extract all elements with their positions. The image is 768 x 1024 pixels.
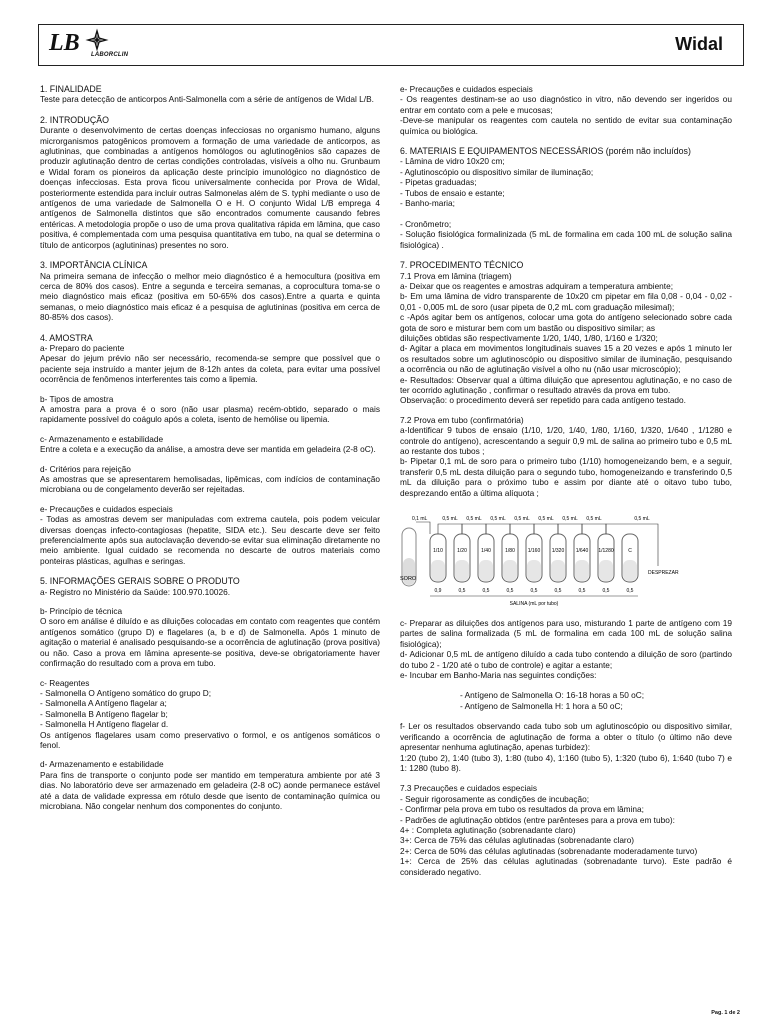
first-volume-label: 0,1 mL <box>412 516 428 523</box>
logo-mark-icon <box>47 28 127 54</box>
right-column <box>400 84 732 887</box>
subsection-text: - Seguir rigorosamente as condições de incubação; - Confirmar pela prova em tubo os resultados da prova em lâmina; - Padrões de aglutinação obtidos (entre parênteses para a prova em tubo): 4+ : Completa aglutinação (sobrenadante claro) 3+: Cerca de 75% das células aglutinadas (sobrenadante claro) 2+: Cerca de 50% das células aglutinadas (sobrenadante moderadamente turvo) 1+: Cerca de 25% das células aglutinadas (sobrenadante turvo). Este padrão é considerado negativo. <box>400 793 732 877</box>
transfer-arrow <box>534 524 558 534</box>
tube-fill <box>623 560 637 581</box>
transfer-arrow <box>416 522 430 534</box>
tube-dilution-label: 1/80 <box>505 548 515 555</box>
subsection-text: - Salmonella O Antígeno somático do grupo D; - Salmonella A Antígeno flagelar a; - Salmonella B Antígeno flagelar b; - Salmonella H Antígeno flagelar d. Os antígenos flagelares usam como preservativo o formol, e os antígenos somáticos o fenol. <box>40 687 380 750</box>
tube-fill <box>479 560 493 581</box>
subsection-title: 7.2 Prova em tubo (confirmatória) <box>400 414 524 425</box>
transfer-volume-label: 0,5 mL <box>586 516 602 523</box>
tube-fill <box>527 560 541 581</box>
subsection-text: - Os reagentes destinam-se ao uso diagnóstico in vitro, não devendo ser ingeridos ou entrar em contato com a pele e mucosas; -Deve-se manipular os reagentes com cautela no sentido de evitar sua contaminação química ou biológica. <box>400 94 732 136</box>
tube-dilution-label: 1/40 <box>481 548 491 555</box>
section <box>40 115 380 250</box>
subsection-text: A amostra para a prova é o soro (não usar plasma) recém-obtido, separado o mais rapidamente possível do coágulo após a coleta, isento de hemólise ou lipemia. <box>40 403 380 425</box>
subsection-title: a- Registro no Ministério da Saúde: 100.970.10026. <box>40 586 231 597</box>
saline-volume-label: 0,5 <box>602 588 610 595</box>
section <box>400 84 732 136</box>
transfer-arrow <box>510 524 534 534</box>
subsection <box>40 464 380 495</box>
serum-label: SORO <box>400 576 417 583</box>
transfer-volume-label: 0,5 mL <box>514 516 530 523</box>
section-heading: 1. FINALIDADE <box>40 84 102 94</box>
document-header <box>38 24 744 66</box>
subsection-title: d- Armazenamento e estabilidade <box>40 759 164 770</box>
subsection-text: a- Deixar que os reagentes e amostras adquiram a temperatura ambiente; b- Em uma lâmina de vidro transparente de 10x20 cm pipetar em fila 0,08 - 0,04 - 0,02 - 0,01 - 0,005 mL de soro (usar pipeta de 0,2 mL com graduação milesimal); c -Após agitar bem os antígenos, colocar uma gota do antígeno selecionado sobre cada gota de soro e misturar bem com um bastão ou dispositivo similar; as diluições obtidas são respectivamente 1/20, 1/40, 1/80, 1/160 e 1/320; d- Agitar a placa em movimentos longitudinais suaves 15 a 20 vezes e após 1 minuto ler os resultados sobre um aglutinoscópio ou dispositivo similar de iluminação, pesquisando a ocorrência ou não de aglutinação visível a olho nu (não usar microscópio); e- Resultados: Observar qual a última diluição que apresentou aglutinação, e no caso de ter ocorrido aglutinação , confirmar o resultado através da prova em tubo. Observação: o procedimento deverá ser repetido para cada antígeno testado. <box>400 280 732 406</box>
subsection <box>40 678 380 751</box>
section-heading: 3. IMPORTÂNCIA CLÍNICA <box>40 260 148 271</box>
tube-fill <box>503 560 517 581</box>
section-paragraph: Na primeira semana de infecção o melhor meio diagnóstico é a hemocultura (positiva em cerca de 80% dos casos). Entre a segunda e terceira semanas, a coprocultura toma-se o meio diagnóstico mais eficaz (positiva em 50-65% dos casos).Entre a quarta e quinta semanas, o meio diagnóstico mais eficaz é a pesquisa de aglutininas (positiva em cerca de 80-85% dos casos). <box>40 270 380 323</box>
transfer-volume-label: 0,5 mL <box>562 516 578 523</box>
discard-label: DESPREZAR <box>648 570 679 577</box>
tube-dilution-label: 1/160 <box>527 548 541 555</box>
saline-label: SALINA (mL por tubo) <box>509 601 559 608</box>
subsection <box>40 343 380 385</box>
subsection-text: Apesar do jejum prévio não ser necessário, recomenda-se sempre que possível que o paciente seja instruído a manter jejum de 8-12h antes da coleta, para evitar uma possível ocorrência de fenômenos interferentes tais como a lipemia. <box>40 353 380 385</box>
section <box>40 84 380 105</box>
page-number: Pag. 1 de 2 <box>711 1010 740 1016</box>
section <box>400 783 732 877</box>
section-paragraph: f- Ler os resultados observando cada tubo sob um aglutinoscópio ou dispositivo similar, verificando a ocorrência de aglutinação de forma a obter o título (o último não deve apresentar nenhuma aglutinação, apenas turbidez): 1:20 (tubo 2), 1:40 (tubo 3), 1:80 (tubo 4), 1:160 (tubo 5), 1:320 (tubo 6), 1:640 (tubo 7) e 1: 1280 (tubo 8). <box>400 721 732 773</box>
transfer-volume-label: 0,5 mL <box>538 516 554 523</box>
transfer-arrow <box>438 524 462 534</box>
section <box>40 333 380 567</box>
section <box>400 721 732 773</box>
section <box>40 260 380 322</box>
transfer-volume-label: 0,5 mL <box>466 516 482 523</box>
transfer-volume-label: 0,5 mL <box>634 516 650 523</box>
subsection <box>40 759 380 811</box>
section-heading: 6. MATERIAIS E EQUIPAMENTOS NECESSÁRIOS (porém não incluídos) <box>400 146 691 157</box>
section-heading: 4. AMOSTRA <box>40 332 93 343</box>
subsection-text: a-Identificar 9 tubos de ensaio (1/10, 1/20, 1/40, 1/80, 1/160, 1/320, 1/640 , 1/1280 e controle do antígeno), acrescentando a seguir 0,9 mL de salina ao primeiro tubo e 0,5 mL ao restante dos tubos ; b- Pipetar 0,1 mL de soro para o primeiro tubo (1/10) homogeneizando bem, e a seguir, transferir 0,5 mL desta diluição para o segundo tubo, homogeneizando e transferindo 0,5 mL da diluição para o próximo tubo e assim por diante até o oitavo tubo tubo, desprezando então a última alíquota ; <box>400 425 732 498</box>
section-paragraph: - Antígeno de Salmonella O: 16-18 horas a 50 oC; - Antígeno de Salmonella H: 1 hora a 50 oC; <box>460 690 645 711</box>
subsection <box>400 415 732 498</box>
subsection-text: Entre a coleta e a execução da análise, a amostra deve ser mantida em geladeira (2-8 oC). <box>40 444 376 455</box>
section <box>400 260 732 498</box>
subsection-title: c- Armazenamento e estabilidade <box>40 433 164 444</box>
subsection <box>400 783 732 877</box>
transfer-arrow <box>558 524 582 534</box>
tube-dilution-label: C <box>628 548 632 555</box>
subsection-title: e- Precauções e cuidados especiais <box>400 84 533 94</box>
subsection-text: As amostras que se apresentarem hemolisadas, lipêmicas, com indícios de contaminação microbiana ou de congelamento deverão ser rejeitadas. <box>40 474 380 495</box>
tube-dilution-label: 1/20 <box>457 548 467 555</box>
page-title: Widal <box>675 34 723 54</box>
laborclin-logo <box>39 25 135 65</box>
saline-volume-label: 0,5 <box>530 588 538 595</box>
saline-volume-label: 0,5 <box>506 588 514 595</box>
subsection-title: b- Princípio de técnica <box>40 606 123 617</box>
transfer-arrow <box>582 524 606 534</box>
tube-fill <box>551 560 565 581</box>
svg-text:LB: LB <box>49 30 80 54</box>
subsection-text: O soro em análise é diluído e as diluições colocadas em contato com reagentes que contém antígenos somático (grupo D) e flagelares (a, b e d) de Salmonella. Após 1 minuto de agitação o material é analisado pesquisando-se a ocorrência de aglutinação (prova positiva) ou não. Caso a prova em lâmina apresente-se positiva, deve-se obrigatoriamente haver confirmação do resultado com a prova em tubo. <box>40 616 380 669</box>
subsection-title: e- Precauções e cuidados especiais <box>40 503 173 514</box>
logo-subtitle: LABORCLIN <box>91 52 129 58</box>
saline-volume-label: 0,5 <box>578 588 586 595</box>
tube-fill <box>575 560 589 581</box>
section-paragraph: c- Preparar as diluições dos antígenos para uso, misturando 1 parte de antígeno com 19 partes de salina formalizada (5 mL de formalina em cada 100 mL de solução salina fisiológica); d- Adicionar 0,5 mL de antígeno diluído a cada tubo contendo a diluição de soro (partindo do tubo 2 - 1/20 até o tubo de controle) e agitar a estante; e- Incubar em Banho-Maria nas seguintes condições: <box>400 618 732 681</box>
subsection <box>40 394 380 425</box>
section-heading: 2. INTRODUÇÃO <box>40 114 109 125</box>
tube-fill <box>455 560 469 581</box>
tube-dilution-label: 1/320 <box>551 548 565 555</box>
tube-dilution-label: 1/1280 <box>598 548 614 555</box>
saline-volume-label: 0,5 <box>458 588 466 595</box>
transfer-arrow <box>486 524 510 534</box>
saline-volume-label: 0,5 <box>482 588 490 595</box>
section <box>40 576 380 811</box>
subsection-title: 7.1 Prova em lâmina (triagem) <box>400 270 512 281</box>
section-heading: 5. INFORMAÇÕES GERAIS SOBRE O PRODUTO <box>40 576 240 587</box>
subsection <box>40 587 380 597</box>
section <box>400 146 732 250</box>
subsection <box>40 504 380 566</box>
subsection-title: a- Preparo do paciente <box>40 342 125 353</box>
dilution-diagram <box>400 508 732 608</box>
section <box>400 618 732 680</box>
tube-dilution-label: 1/10 <box>433 548 443 555</box>
subsection <box>400 84 732 136</box>
subsection <box>40 434 380 455</box>
subsection-text: Para fins de transporte o conjunto pode ser mantido em temperatura ambiente por até 3 dias. No laboratório deve ser armazenado em geladeira (2-8 oC) aonde permanece estável até a data de validade expressa em rótulo desde que isento de contaminação química ou microbiana. Não congelar nenhum dos componentes do conjunto. <box>40 769 380 811</box>
subsection-title: b- Tipos de amostra <box>40 393 114 404</box>
saline-volume-label: 0,5 <box>626 588 634 595</box>
transfer-volume-label: 0,5 mL <box>442 516 458 523</box>
section-heading: 7. PROCEDIMENTO TÉCNICO <box>400 260 524 271</box>
subsection-text: - Todas as amostras devem ser manipuladas com extrema cautela, pois podem veicular diversas doenças infecto-contagiosas (hepatite, SIDA etc.). Seu descarte deve ser feito preferencialmente após sua autoclavação devendo-se evitar sua eliminação diretamente no meio ambiente. Igual cuidado se recomenda no descarte de outros materiais como ponteiras plásticas, agulhas e seringas. <box>40 514 380 566</box>
tube-fill <box>599 560 613 581</box>
subsection-title: d- Critérios para rejeição <box>40 463 131 474</box>
subsection-title: 7.3 Precauções e cuidados especiais <box>400 783 537 794</box>
saline-volume-label: 0,5 <box>554 588 562 595</box>
section <box>400 690 732 711</box>
left-column <box>40 84 380 821</box>
tube-dilution-label: 1/640 <box>575 548 589 555</box>
subsection <box>400 271 732 406</box>
transfer-volume-label: 0,5 mL <box>490 516 506 523</box>
subsection <box>40 606 380 668</box>
transfer-arrow <box>462 524 486 534</box>
section-paragraph: - Lâmina de vidro 10x20 cm; - Aglutinoscópio ou dispositivo similar de iluminação; - Pipetas graduadas; - Tubos de ensaio e estante; - Banho-maria; - Cronômetro; - Solução fisiológica formalinizada (5 mL de formalina em cada 100 mL de solução salina fisiológica) . <box>400 156 732 250</box>
section-paragraph: Durante o desenvolvimento de certas doenças infecciosas no organismo humano, alguns microrganismos patogênicos promovem a formação de uma variedade de anticorpos, as aglutininas, que combinadas a antígenos homólogos ou aglutinogênios são capazes de produzir aglutinação dentro de certas condições controladas, visíveis a olho nu. Grunbaum e Widal foram os pioneiros da aplicação deste princípio imunológico no diagnóstico de doenças infecciosas. Esta prova ficou universalmente conhecida por Prova de Widal, posteriormente estendida para incluir outras Salmonelas além de S. typhi mediante o uso de antígenos de uma variedade de Salmonella O e H. O conjunto Widal L/B emprega 4 antígenos de Salmonella distintos que são encontrados comumente causando febres entéricas. A metodologia propõe o uso de uma prova qualitativa rápida em lâmina, que caso positiva, é complementada com uma pesquisa quantitativa em tubo, na qual se determina o título de anticorpos (aglutininas) presentes no soro. <box>40 125 380 250</box>
saline-volume-label: 0,9 <box>434 588 442 595</box>
subsection-title: c- Reagentes <box>40 677 90 688</box>
tube-fill <box>431 560 445 581</box>
section-paragraph: Teste para detecção de anticorpos Anti-Salmonella com a série de antígenos de Widal L/B. <box>40 94 374 105</box>
